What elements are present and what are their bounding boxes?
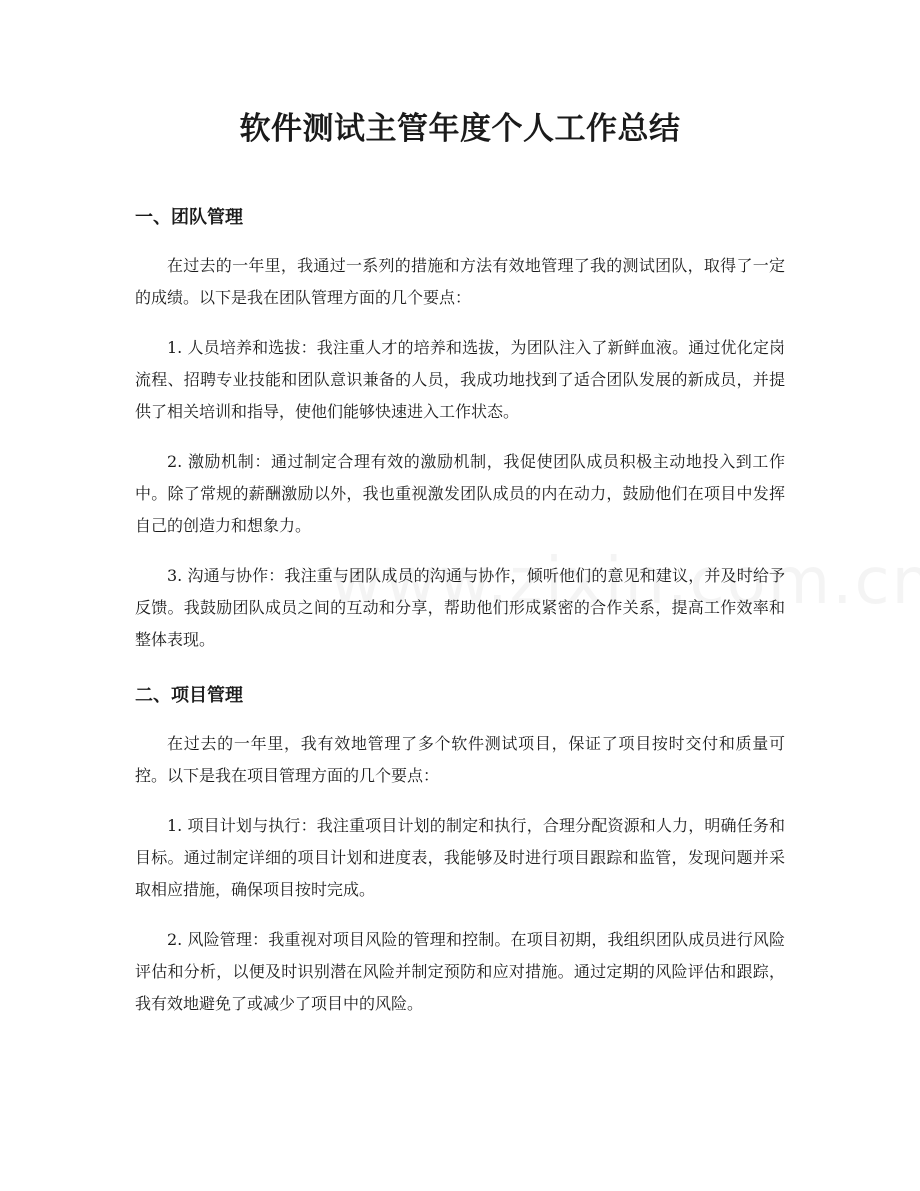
paragraph: 2. 激励机制：通过制定合理有效的激励机制，我促使团队成员积极主动地投入到工作中。除了常规的薪酬激励以外，我也重视激发团队成员的内在动力，鼓励他们在项目中发挥自己的创造力和想象力。 [135,452,785,535]
paragraph: 2. 风险管理：我重视对项目风险的管理和控制。在项目初期，我组织团队成员进行风险评估和分析，以便及时识别潜在风险并制定预防和应对措施。通过定期的风险评估和跟踪，我有效地避免了或减少了项目中的风险。 [135,930,785,1013]
paragraph: 在过去的一年里，我有效地管理了多个软件测试项目，保证了项目按时交付和质量可控。以下是我在项目管理方面的几个要点： [135,734,785,785]
document-title: 软件测试主管年度个人工作总结 [239,111,681,147]
section-heading: 一、团队管理 [135,207,243,228]
paragraph: 1. 项目计划与执行：我注重项目计划的制定和执行，合理分配资源和人力，明确任务和目标。通过制定详细的项目计划和进度表，我能够及时进行项目跟踪和监管，发现问题并采取相应措施，确保项目按时完成。 [135,816,785,899]
paragraph: 在过去的一年里，我通过一系列的措施和方法有效地管理了我的测试团队，取得了一定的成绩。以下是我在团队管理方面的几个要点： [135,256,785,307]
section-heading: 二、项目管理 [135,685,243,706]
paragraph: 1. 人员培养和选拔：我注重人才的培养和选拔，为团队注入了新鲜血液。通过优化定岗流程、招聘专业技能和团队意识兼备的人员，我成功地找到了适合团队发展的新成员，并提供了相关培训和指导，使他们能够快速进入工作状态。 [135,338,785,421]
section-team-management [135,204,785,656]
section-project-management [135,682,785,1020]
paragraph: 3. 沟通与协作：我注重与团队成员的沟通与协作，倾听他们的意见和建议，并及时给予反馈。我鼓励团队成员之间的互动和分享，帮助他们形成紧密的合作关系，提高工作效率和整体表现。 [135,566,785,649]
